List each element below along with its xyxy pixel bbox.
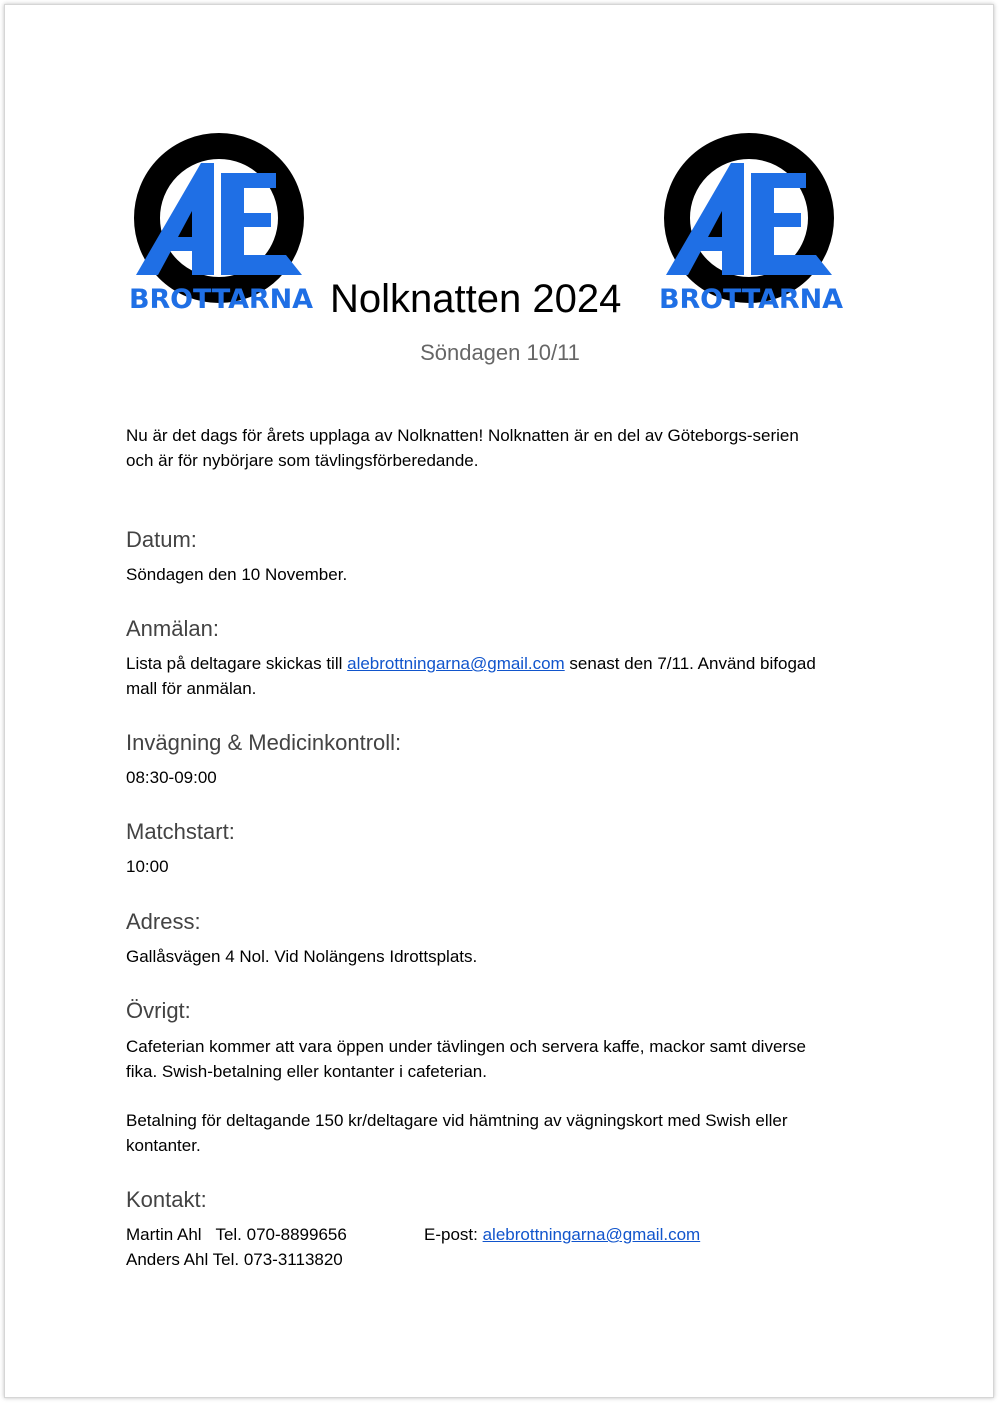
ovrigt-line: Betalning för deltagande 150 kr/deltagare vid hämtning av vägningskort med Swish eller <box>126 1111 788 1130</box>
club-logo-right <box>656 133 846 313</box>
heading-adress: Adress: <box>126 909 201 934</box>
intro-paragraph <box>126 423 876 473</box>
svg-text:BROTTARNA: BROTTARNA <box>659 284 843 313</box>
invagning-text: 08:30-09:00 <box>126 768 217 787</box>
ovrigt-line: kontanter. <box>126 1136 201 1155</box>
kontakt-martin: Martin Ahl Tel. 070-8899656 <box>126 1225 347 1244</box>
kontakt-text <box>126 1222 876 1272</box>
ovrigt-paragraph-2 <box>126 1108 876 1158</box>
svg-text:BROTTARNA: BROTTARNA <box>129 284 313 313</box>
anmalan-text <box>126 651 876 701</box>
anmalan-pre: Lista på deltagare skickas till <box>126 654 348 673</box>
ovrigt-paragraph-1 <box>126 1034 876 1084</box>
intro-line: Nu är det dags för årets upplaga av Nolknatten! Nolknatten är en del av Göteborgs-serien <box>126 426 799 445</box>
anmalan-line2: mall för anmälan. <box>126 679 257 698</box>
epost-label: E-post: <box>424 1225 483 1244</box>
club-logo-left <box>126 133 316 313</box>
anmalan-post: senast den 7/11. Använd bifogad <box>564 654 816 673</box>
intro-line: och är för nybörjare som tävlingsförberedande. <box>126 451 479 470</box>
heading-ovrigt: Övrigt: <box>126 998 191 1023</box>
heading-datum: Datum: <box>126 527 197 552</box>
ovrigt-line: fika. Swish-betalning eller kontanter i cafeterian. <box>126 1062 487 1081</box>
page-subtitle: Söndagen 10/11 <box>420 340 580 365</box>
heading-invagning: Invägning & Medicinkontroll: <box>126 730 402 755</box>
kontakt-email-link[interactable]: alebrottningarna@gmail.com <box>482 1225 701 1244</box>
heading-matchstart: Matchstart: <box>126 819 235 844</box>
ovrigt-line: Cafeterian kommer att vara öppen under tävlingen och servera kaffe, mackor samt diverse <box>126 1037 807 1056</box>
anmalan-email-link[interactable]: alebrottningarna@gmail.com <box>347 654 565 673</box>
page-title: Nolknatten 2024 <box>330 277 622 321</box>
kontakt-anders: Anders Ahl Tel. 073-3113820 <box>126 1250 343 1269</box>
kontakt-epost <box>424 1222 700 1247</box>
adress-text: Gallåsvägen 4 Nol. Vid Nolängens Idrottsplats. <box>126 947 478 966</box>
heading-anmalan: Anmälan: <box>126 616 219 641</box>
datum-text: Söndagen den 10 November. <box>126 565 348 584</box>
matchstart-text: 10:00 <box>126 857 169 876</box>
heading-kontakt: Kontakt: <box>126 1187 207 1212</box>
